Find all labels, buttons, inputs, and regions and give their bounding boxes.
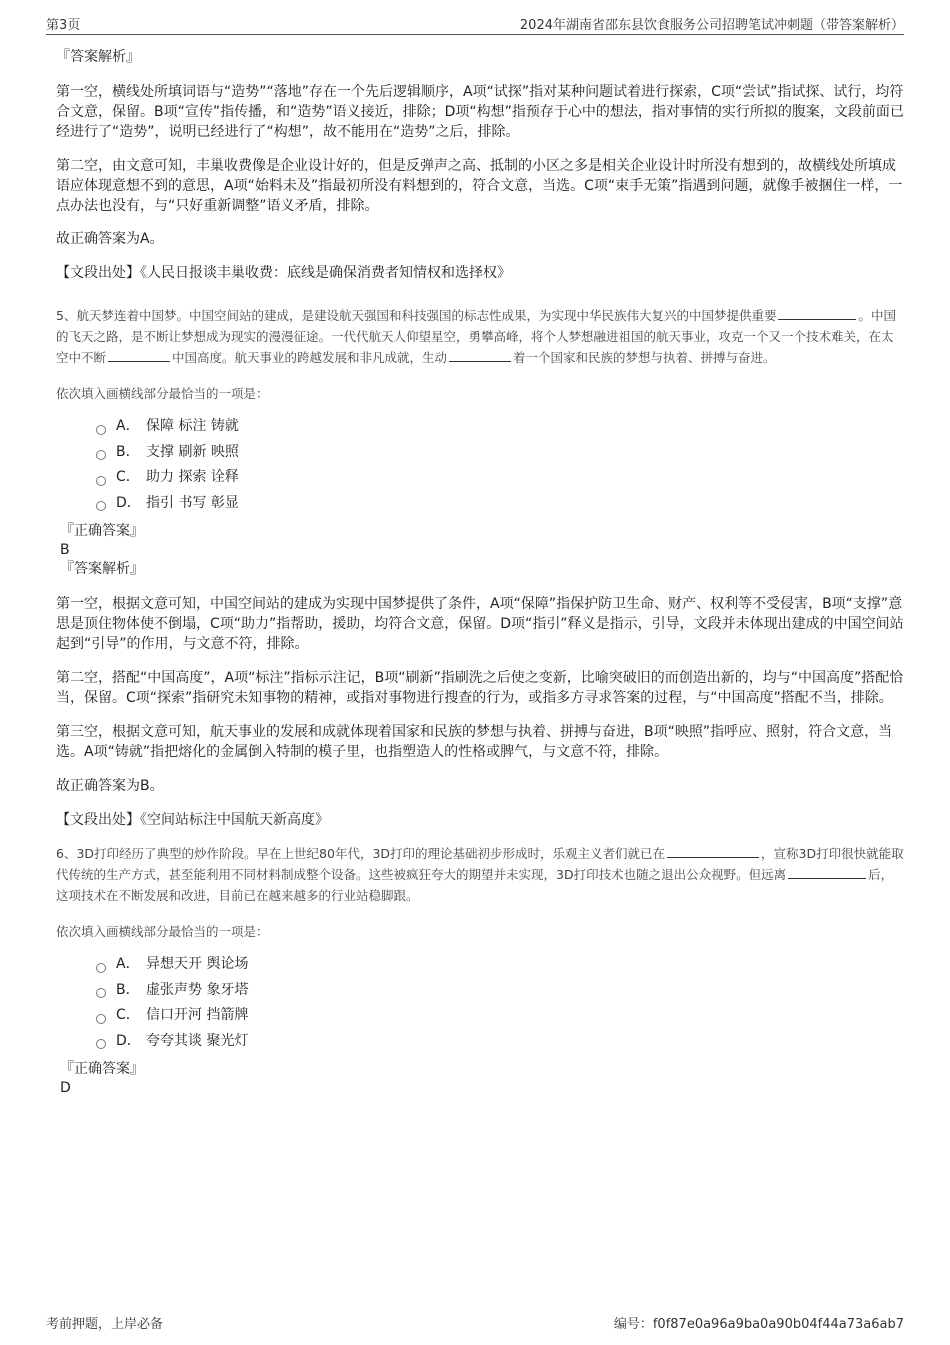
page-number: 第3页 [46,18,81,33]
q6-blank-2 [788,864,866,879]
q6-blank-1 [667,843,759,858]
q6-options [96,952,904,1054]
q5-options [96,414,904,516]
radio-icon[interactable] [96,1039,106,1049]
q6-question-text [56,843,904,906]
q6-text-b: ，宣称3D打印很快就能取代传统的生产方式，甚至能利用不同材料制成整个设备。这些被疯狂夸大的期望并未实现，3D打印技术也随之退出公众视野。但远离 [56,846,904,882]
q5-blank-3 [449,347,511,362]
q5-option-a[interactable]: A． 保障 标注 铸就 [96,414,904,440]
document-title: 2024年湖南省邵东县饮食服务公司招聘笔试冲刺题（带答案解析） [519,18,904,33]
q5-conclusion: 故正确答案为B。 [56,778,164,794]
radio-icon[interactable] [96,450,106,460]
q6-option-d[interactable]: D． 夸夸其谈 聚光灯 [96,1029,904,1055]
radio-icon[interactable] [96,963,106,973]
radio-icon[interactable] [96,988,106,998]
q5-text-b: 。中国的飞天之路，是不断让梦想成为现实的漫漫征途。一代代航天人仰望星空，勇攀高峰，将个人梦想融进祖国的航天事业，攻克一个又一个技术难关，在太空中不断 [56,308,896,365]
page-content [56,44,904,1098]
q4-conclusion: 故正确答案为A。 [56,231,164,247]
q4-analysis-label: 『答案解析』 [56,49,140,65]
q5-source: 【文段出处】《空间站标注中国航天新高度》 [56,812,329,828]
q5-answer-label: 『正确答案』 [60,523,144,539]
radio-icon[interactable] [96,501,106,511]
q6-prompt: 依次填入画横线部分最恰当的一项是： [56,924,269,939]
q5-option-d[interactable]: D． 指引 书写 彰显 [96,491,904,517]
q6-option-b[interactable]: B． 虚张声势 象牙塔 [96,978,904,1004]
q5-analysis-p3: 第三空，根据文意可知，航天事业的发展和成就体现着国家和民族的梦想与执着、拼搏与奋进，B项“映照”指呼应、照射，符合文意，当选。A项“铸就”指把熔化的金属倒入特制的模子里，也指塑造人的性格或脾气，与文意不符，排除。 [56,724,893,760]
document-code: 编号：f0f87e0a96a9ba0a90b04f44a73a6ab7 [613,1317,904,1332]
q5-answer: B [60,542,70,558]
q6-answer-label: 『正确答案』 [60,1061,144,1077]
q5-text-c: 中国高度。航天事业的跨越发展和非凡成就，生动 [172,350,448,365]
q5-question-text [56,305,904,368]
q5-text-d: 着一个国家和民族的梦想与执着、拼搏与奋进。 [513,350,776,365]
q6-option-c[interactable]: C． 信口开河 挡箭牌 [96,1003,904,1029]
q5-option-b[interactable]: B． 支撑 刷新 映照 [96,440,904,466]
q6-answer: D [60,1080,71,1096]
radio-icon[interactable] [96,1014,106,1024]
page-footer [46,1313,904,1333]
q5-prompt: 依次填入画横线部分最恰当的一项是： [56,386,269,401]
q6-text-a: 6、3D打印经历了典型的炒作阶段。早在上世纪80年代，3D打印的理论基础初步形成时，乐观主义者们就已在 [56,846,666,861]
q6-option-a[interactable]: A． 异想天开 舆论场 [96,952,904,978]
q4-source: 【文段出处】《人民日报谈丰巢收费：底线是确保消费者知情权和选择权》 [56,265,511,281]
q5-analysis-p1: 第一空，根据文意可知，中国空间站的建成为实现中国梦提供了条件，A项“保障”指保护防卫生命、财产、权利等不受侵害，B项“支撑”意思是顶住物体使不倒塌，C项“助力”指帮助，援助，均符合文意，保留。D项“指引”释义是指示，引导，文段并未体现出建成的中国空间站起到“引导”的作用，与文意不符，排除。 [56,596,904,652]
radio-icon[interactable] [96,425,106,435]
q6-text-c: 后，这项技术在不断发展和改进，目前已在越来越多的行业站稳脚跟。 [56,867,894,903]
q5-blank-2 [108,347,170,362]
page-header [46,12,904,35]
q4-analysis-p1: 第一空，横线处所填词语与“造势”“落地”存在一个先后逻辑顺序，A项“试探”指对某种问题试着进行探索，C项“尝试”指试探、试行，均符合文意，保留。B项“宣传”指传播，和“造势”语义接近，排除；D项“构想”指预存于心中的想法，指对事情的实行所拟的腹案，文段前面已经进行了“造势”，说明已经进行了“构想”，故不能用在“造势”之后，排除。 [56,84,904,140]
q5-text-a: 5、航天梦连着中国梦。中国空间站的建成，是建设航天强国和科技强国的标志性成果，为实现中华民族伟大复兴的中国梦提供重要 [56,308,777,323]
footer-note: 考前押题，上岸必备 [46,1317,164,1332]
radio-icon[interactable] [96,476,106,486]
q4-analysis-p2: 第二空，由文意可知，丰巢收费像是企业设计好的，但是反弹声之高、抵制的小区之多是相关企业设计时所没有想到的，故横线处所填成语应体现意想不到的意思，A项“始料未及”指最初所没有料想到的，符合文意，当选。C项“束手无策”指遇到问题，就像手被捆住一样，一点办法也没有，与“只好重新调整”语义矛盾，排除。 [56,158,903,214]
q5-analysis-label: 『答案解析』 [60,561,144,577]
q5-blank-1 [778,305,856,320]
q5-option-c[interactable]: C． 助力 探索 诠释 [96,465,904,491]
q5-analysis-p2: 第二空，搭配“中国高度”，A项“标注”指标示注记，B项“刷新”指刷洗之后使之变新，比喻突破旧的而创造出新的，均与“中国高度”搭配恰当，保留。C项“探索”指研究未知事物的精神，或指对事物进行搜查的行为，或指多方寻求答案的过程，与“中国高度”搭配不当，排除。 [56,670,904,706]
